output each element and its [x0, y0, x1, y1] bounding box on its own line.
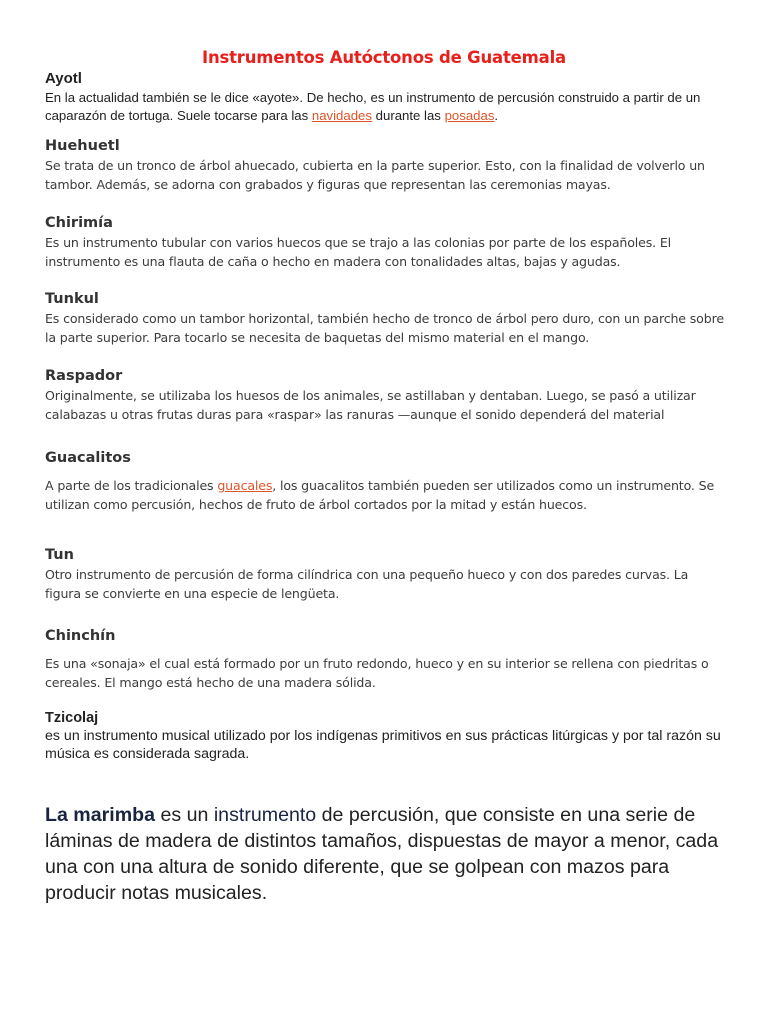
text-tun: Otro instrumento de percusión de forma cilíndrica con una pequeño hueco y con dos paredes curvas. La figura se convierte en una especie de lengüeta.: [45, 567, 689, 601]
heading-guacalitos: Guacalitos: [45, 450, 131, 466]
text-chinchin: Es una «sonaja» el cual está formado por un fruto redondo, hueco y en su interior se rellena con piedritas o cereales. El mango está hecho de una madera sólida.: [45, 656, 709, 690]
section-chirimia: [45, 213, 725, 271]
heading-huehuetl: Huehuetl: [45, 138, 120, 154]
heading-tun: Tun: [45, 547, 74, 563]
text-chirimia: Es un instrumento tubular con varios huecos que se trajo a las colonias por parte de los españoles. El instrumento es una flauta de caña o hecho en madera con tonalidades altas, bajas y agudas.: [45, 235, 672, 269]
section-ayotl: [45, 69, 725, 125]
section-tun: [45, 545, 725, 603]
marimba-paragraph: La marimba es un instrumento de percusión, que consiste en una serie de láminas de madera de distintos tamaños, dispuestas de mayor a menor, cada una con una altura de sonido diferente, que se golpean con mazos para producir notas musicales.: [45, 804, 719, 904]
link-navidades[interactable]: navidades: [311, 108, 372, 123]
link-guacales[interactable]: guacales: [217, 478, 273, 493]
heading-chirimia: Chirimía: [45, 215, 113, 231]
text-tzicolaj: es un instrumento musical utilizado por los indígenas primitivos en sus prácticas litúrgicas y por tal razón su música es considerada sagrada.: [45, 728, 721, 762]
page-title: Instrumentos Autóctonos de Guatemala: [202, 48, 566, 67]
text-huehuetl: Se trata de un tronco de árbol ahuecado, cubierta en la parte superior. Esto, con la finalidad de volverlo un tambor. Además, se adorna con grabados y figuras que representan las ceremonias mayas.: [45, 158, 705, 192]
section-raspador: [45, 366, 725, 424]
text-raspador: Originalmente, se utilizaba los huesos de los animales, se astillaban y dentaban. Luego, se pasó a utilizar calabazas u otras frutas duras para «raspar» las ranuras —aunque el sonido dependerá del material: [45, 388, 696, 422]
heading-raspador: Raspador: [45, 368, 123, 384]
text-guacalitos: A parte de los tradicionales guacales, los guacalitos también pueden ser utilizados como un instrumento. Se utilizan como percusión, hechos de fruto de árbol cortados por la mitad y están huecos.: [45, 478, 715, 512]
link-posadas[interactable]: posadas: [444, 108, 495, 123]
text-ayotl: En la actualidad también se le dice «ayote». De hecho, es un instrumento de percusión construido a partir de un caparazón de tortuga. Suele tocarse para las navidades durante las posadas.: [45, 90, 701, 123]
section-tunkul: [45, 289, 725, 347]
marimba-term: La marimba: [45, 804, 155, 826]
section-tzicolaj: [45, 709, 725, 763]
heading-tunkul: Tunkul: [45, 291, 99, 307]
heading-chinchin: Chinchín: [45, 628, 116, 644]
section-guacalitos: [45, 448, 725, 514]
heading-tzicolaj: Tzicolaj: [45, 710, 99, 726]
section-chinchin: [45, 626, 725, 692]
section-huehuetl: [45, 136, 725, 194]
text-tunkul: Es considerado como un tambor horizontal, también hecho de tronco de árbol pero duro, con un parche sobre la parte superior. Para tocarlo se necesita de baquetas del mismo material en el mango.: [45, 311, 724, 345]
instrumento-term: instrumento: [213, 804, 317, 826]
heading-ayotl: Ayotl: [45, 70, 82, 87]
